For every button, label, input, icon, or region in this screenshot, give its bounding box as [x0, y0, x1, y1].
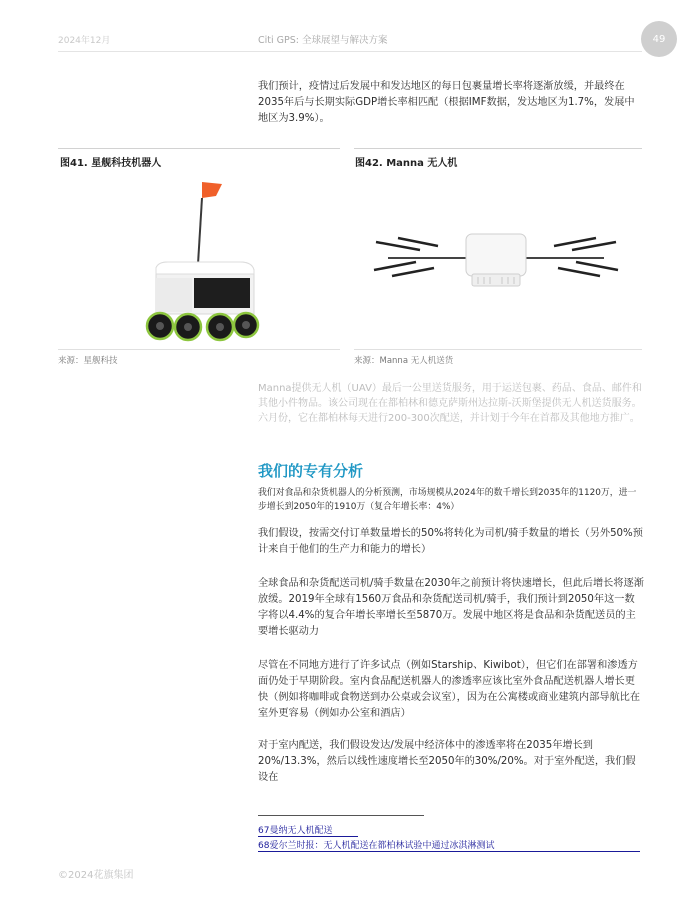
footnote-link-68[interactable]: 68爱尔兰时报：无人机配送在都柏林试验中通过冰淇淋测试: [258, 838, 640, 852]
analysis-paragraph-1: 我们对食品和杂货机器人的分析预测，市场规模从2024年的数千增长到2035年的1120万，进一步增长到2050年的1910万（复合年增长率：4%）: [258, 488, 637, 512]
figure-41-caption: 图41. 星舰科技机器人: [60, 158, 162, 169]
header-title: Citi GPS: 全球展望与解决方案: [258, 35, 388, 46]
figure-42-caption: 图42. Manna 无人机: [355, 158, 458, 169]
page-number: 49: [652, 33, 666, 45]
footnote-link-67[interactable]: 67曼纳无人机配送: [258, 823, 358, 837]
delivery-robot-image: [136, 178, 266, 344]
figure-42-top-rule: [354, 148, 642, 149]
delivery-drone-image: [368, 228, 624, 300]
manna-paragraph: Manna提供无人机（UAV）最后一公里送货服务，用于运送包裹、药品、食品、邮件和其他小件物品。该公司现在在都柏林和德克萨斯州达拉斯-沃斯堡提供无人机送货服务。六月份，它在都柏林每天进行200-300次配送，并计划于今年在首都及其他地方推广。: [258, 383, 642, 424]
figure-42-source: 来源：Manna 无人机送货: [354, 356, 454, 366]
figure-41-source-rule: [58, 349, 340, 350]
figure-41-top-rule: [58, 148, 340, 149]
footnote-divider: [258, 815, 424, 816]
page-footer: ©2024花旗集团: [58, 870, 134, 881]
header-divider: [58, 51, 642, 52]
intro-paragraph: 我们预计，疫情过后发展中和发达地区的每日包裹量增长率将逐渐放缓，并最终在2035年后与长期实际GDP增长率相匹配（根据IMF数据，发达地区为1.7%，发展中地区为3.9%）。: [258, 81, 635, 124]
figure-42-source-rule: [354, 349, 642, 350]
analysis-paragraph-2: 我们假设，按需交付订单数量增长的50%将转化为司机/骑手数量的增长（另外50%预计来自于他们的生产力和能力的增长）: [258, 528, 643, 555]
analysis-paragraph-5: 对于室内配送，我们假设发达/发展中经济体中的渗透率将在2035年增长到20%/13.3%，然后以线性速度增长至2050年的30%/20%。对于室外配送，我们假设在: [258, 740, 636, 783]
section-title: 我们的专有分析: [258, 462, 364, 480]
analysis-paragraph-4: 尽管在不同地方进行了许多试点（例如Starship、Kiwibot），但它们在部署和渗透方面仍处于早期阶段。室内食品配送机器人的渗透率应该比室外食品配送机器人增长更快（例如将咖啡或食物送到办公桌或会议室），因为在公寓楼或商业建筑内部导航比在室外更容易（例如办公室和酒店）: [258, 660, 641, 719]
figure-41-source: 来源：星舰科技: [58, 356, 118, 366]
page-number-badge: [641, 21, 677, 57]
analysis-paragraph-3: 全球食品和杂货配送司机/骑手数量在2030年之前预计将快速增长，但此后增长将逐渐放缓。2019年全球有1560万食品和杂货配送司机/骑手，我们预计到2050年这一数字将以4.4%的复合年增长率增长至5870万。发展中地区将是食品和杂货配送员的主要增长驱动力: [258, 578, 644, 637]
header-date: 2024年12月: [58, 36, 111, 46]
